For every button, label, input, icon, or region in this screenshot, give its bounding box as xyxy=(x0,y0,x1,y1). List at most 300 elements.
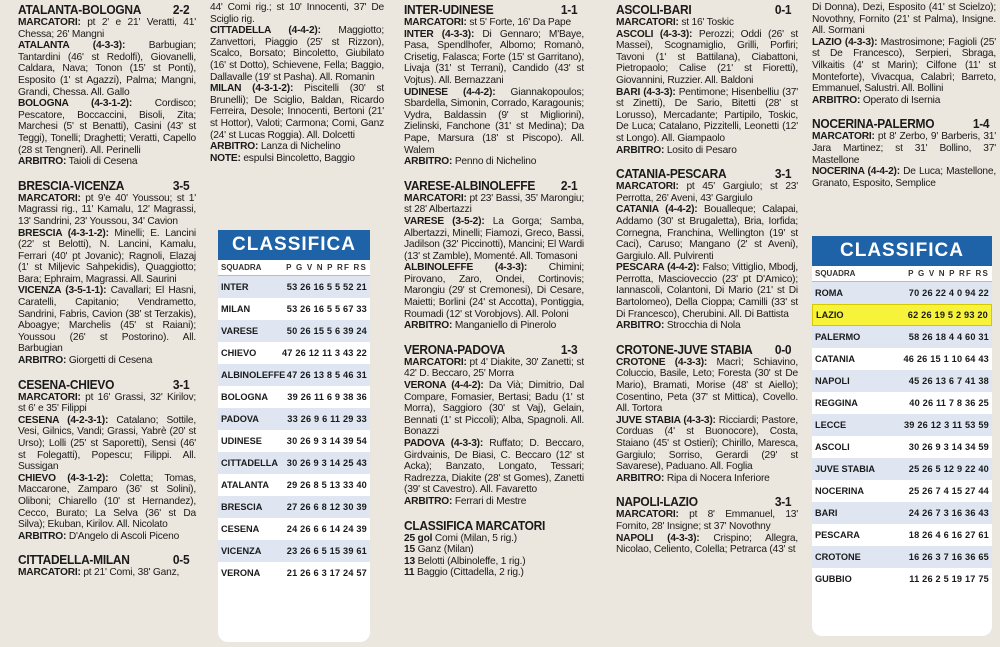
report-label: ARBITRO: xyxy=(18,355,67,367)
report-label: MARCATORI: xyxy=(18,17,81,28)
report-label: CROTONE (4-3-3): xyxy=(616,356,708,368)
report-label: ASCOLI (4-3-3): xyxy=(616,28,693,40)
report-line xyxy=(616,533,798,556)
match-title: INTER-UDINESE xyxy=(404,2,494,17)
scorers-title: CLASSIFICA MARCATORI xyxy=(404,517,546,533)
report-text: Ganz (Milan) xyxy=(414,544,474,556)
report-text: Giorgetti di Cesena xyxy=(66,355,153,367)
report-label: VERONA (4-4-2): xyxy=(404,380,484,392)
report-text: Chimini; Pirovano, Zaro, Ondei, Cortinovis; Marongiu (29' st Cremonesi), Di Cesare, Maietti; Borlini (24' st Accotta), Pontiggia, Roumadi (12' st Vorobjovs). All. Poloni xyxy=(404,262,584,320)
report-line xyxy=(812,37,996,95)
report-label: MARCATORI: xyxy=(404,356,467,368)
report-line xyxy=(404,438,584,496)
report-label: MARCATORI: xyxy=(18,192,81,204)
report-label: ARBITRO: xyxy=(812,94,861,106)
report-text: Ruffato; D. Beccaro, Girdvainis, De Biasi, C. Beccaro (12' st Acka); Banzato, Longato, Tessari; Radrezza, Diakite (28' st Gomes), Zanetti (39' st Cavestro). All. Favaretto xyxy=(404,438,584,496)
report-label: MARCATORI: xyxy=(616,509,679,521)
report-text: Di Gennaro; M'Baye, Pasa, Spendlhofer, Albomo; Romanò, Crisetig, Falasca; Forte (15' st Garritano), Livaja (31' st Terrani), Candido (43' st Vojtus). All. Bernazzani xyxy=(404,28,584,86)
standings-row xyxy=(812,304,992,326)
report-line xyxy=(404,544,584,556)
team-name: JUVE STABIA xyxy=(815,464,876,474)
standings-row xyxy=(812,326,992,348)
match-score: 2-2 xyxy=(172,2,190,17)
team-stats: 47 26 12 11 3 43 22 xyxy=(281,348,367,358)
report-line xyxy=(616,473,798,485)
report-line xyxy=(404,87,584,157)
standings-row xyxy=(218,342,370,364)
report-line xyxy=(616,262,798,320)
report-line xyxy=(616,509,798,532)
team-stats: 11 26 2 5 19 17 75 xyxy=(909,574,989,584)
report-label: 15 xyxy=(404,544,415,556)
report-text: Macrì; Schiavino, Coluccio, Basile, Leto; Foresta (30' st De Mario), Bramati, Morise (48' st Aiello); Cosentino, Peta (37' st Mittica), Covello. All. Tortora xyxy=(616,356,798,415)
team-name: CHIEVO xyxy=(221,348,257,358)
match-score: 0-5 xyxy=(172,552,190,568)
report-line xyxy=(18,17,196,40)
report-label: ARBITRO: xyxy=(210,141,259,153)
match-report xyxy=(616,166,798,332)
report-label: BRESCIA (4-3-1-2): xyxy=(18,227,109,239)
match-title: CROTONE-JUVE STABIA xyxy=(616,341,753,357)
team-name: NAPOLI xyxy=(815,376,850,386)
report-text: Cordisco; Pescatore, Boccaccini, Bisoli, Zita; Marchesi (5' st Benatti), Casini (43' st Teggi), Tonelli; Draghetti; Veratti, Capello (28 st Tengneri). All. Perinelli xyxy=(18,98,197,156)
report-continuation xyxy=(812,2,996,106)
standings-header: SQUADRA P G V N P RF RS xyxy=(812,266,992,282)
team-stats: 45 26 13 6 7 41 38 xyxy=(908,376,989,386)
standings-row xyxy=(218,320,370,342)
report-line xyxy=(18,285,196,355)
team-stats: 58 26 18 4 4 60 31 xyxy=(908,332,989,342)
report-line xyxy=(812,166,996,189)
report-text: Boualleque; Calapai, Addamo (30' st Brugaletta), Bria, Iorfida; Cornegna, Franchina, Wellington (19' st Caci), Caruso; Mangano (2' st Aveni), Gargiulo. All. Pulvirenti xyxy=(616,204,798,262)
match-title: CITTADELLA-MILAN xyxy=(18,552,130,568)
report-label: CHIEVO (4-3-1-2): xyxy=(18,472,109,484)
report-label: NOCERINA (4-4-2): xyxy=(812,166,900,178)
standings-row xyxy=(218,276,370,298)
team-stats: 33 26 9 6 11 29 33 xyxy=(287,414,367,424)
match-report xyxy=(616,494,798,555)
match-title: ATALANTA-BOLOGNA xyxy=(18,2,142,17)
match-header xyxy=(18,552,195,567)
team-name: PALERMO xyxy=(815,332,861,342)
match-report xyxy=(18,2,196,168)
report-text: D'Angelo di Ascoli Piceno xyxy=(66,530,180,542)
report-label: MARCATORI: xyxy=(404,192,467,204)
report-text: La Gorga; Samba, Albertazzi, Minelli; Fiamozi, Greco, Bassi, Jadilson (32' Piccinotti), Mancini; El Wardi (13' st Zamble), Momenté. All. Tomasoni xyxy=(404,215,584,262)
report-text: De Luca; Mastellone, Granato, Esposito, Semplice xyxy=(812,166,996,189)
report-line xyxy=(616,320,798,332)
team-name: INTER xyxy=(221,282,249,292)
team-name: NOCERINA xyxy=(815,486,865,496)
standings-row xyxy=(218,452,370,474)
report-text: Perozzi; Oddi (26' st Massei), Scognamiglio, Grilli, Porfiri; Tavoni (1' st Battilana), Ciabattoni, Pietropaolo; Calise (21' st Fioretti), Giovannini, Ruzzier. All. Baldoni xyxy=(616,28,799,86)
report-line xyxy=(18,392,196,415)
report-line xyxy=(18,228,196,286)
report-label: ARBITRO: xyxy=(616,320,665,332)
report-label: MARCATORI: xyxy=(18,567,81,579)
team-stats: 47 26 13 8 5 46 31 xyxy=(286,370,367,380)
team-stats: 24 26 7 3 16 36 43 xyxy=(908,508,989,518)
report-line xyxy=(404,17,584,29)
standings-row xyxy=(812,524,992,546)
team-stats: 23 26 6 5 15 39 61 xyxy=(286,546,367,556)
match-header xyxy=(18,178,195,193)
report-text: Lanza di Nichelino xyxy=(258,141,341,153)
report-text: Barbugian; Tantardini (46' st Redolfi), Giovanelli, Caldara, Nava; Tonon (15' st Ponti), Esposito (1' st Agazzi), Palma; Mangni, Grandi, Chessa. All. Gallo xyxy=(18,40,196,98)
report-text: 44' Comi rig.; st 10' Innocenti, 37' De Sciglio rig. xyxy=(210,2,384,25)
team-stats: 62 26 19 5 2 93 20 xyxy=(907,310,988,320)
column-1 xyxy=(14,0,200,647)
report-line xyxy=(404,156,584,168)
team-name: VICENZA xyxy=(221,546,262,556)
standings-row xyxy=(812,370,992,392)
match-title: VERONA-PADOVA xyxy=(404,341,505,357)
report-line xyxy=(616,87,798,145)
match-header xyxy=(616,2,797,17)
match-score: 3-1 xyxy=(774,166,792,182)
report-text: Comi (Milan, 5 rig.) xyxy=(432,532,517,544)
standings-row xyxy=(812,436,992,458)
match-score: 1-4 xyxy=(972,116,990,132)
report-label: ARBITRO: xyxy=(404,156,453,168)
report-label: MARCATORI: xyxy=(812,131,875,143)
report-text: Ricciardi; Pastore, Corduas (4' st Buonocore), Costa, Staiano (45' st Ostieri); Chirillo, Maresca, Gargiulo; Sorriso, Gerardi (29' st Savarese), Paduano. All. Foglia xyxy=(616,414,798,473)
report-text: Giannakopoulos; Sbardella, Simonin, Corrado, Karagounis; Vydra, Baldassin (9' st Migliorini), Zielinski, Fanchone (31' st Medina); Da Pape, Marsura (18' st Piscopo). All. Walem xyxy=(404,86,585,156)
standings-rows xyxy=(812,282,992,590)
report-text: Catalano; Sottile, Vesi, Gilnics, Vandi; Grassi, Yabrè (20' st Urso); Lolli (25' st Saporetti), Sensi (46' st Folegatti), Popescu; Filippi. All. Sussigan xyxy=(18,414,197,473)
standings-row xyxy=(218,364,370,386)
standings-row xyxy=(218,386,370,408)
report-line xyxy=(18,567,196,579)
team-stats: 21 26 6 3 17 24 57 xyxy=(286,568,367,578)
match-header xyxy=(812,116,995,131)
report-line xyxy=(404,556,584,568)
report-text: Cavallari; El Hasni, Caratelli, Capitanio; Vendrametto, Sandrini, Fabris, Cavion (38' st Terzakis), Aboagye; Marchelis (45' st Raiani); Youssou (26' st Postorino). All. Barbugian xyxy=(18,285,196,355)
report-label: ARBITRO: xyxy=(616,472,665,484)
match-header xyxy=(404,2,583,17)
report-line xyxy=(18,40,196,98)
standings-row xyxy=(812,414,992,436)
team-stats: 39 26 11 6 9 38 36 xyxy=(287,392,367,402)
team-stats: 40 26 11 7 8 36 25 xyxy=(909,398,989,408)
report-text: Da Vià; Dimitrio, Dal Compare, Fomasier, Bertasi; Badu (1' st Morra), Saggioro (30' st Vaj), Gelain, Bennati (1' st Piccoli); Alba, Spagnoli. All. Bonazzi xyxy=(404,380,584,438)
match-header xyxy=(18,2,195,17)
standings-row xyxy=(218,496,370,518)
report-line xyxy=(812,2,996,37)
report-label: CATANIA (4-4-2): xyxy=(616,204,698,216)
match-score: 3-5 xyxy=(172,177,190,193)
report-text: Belotti (Albinoleffe, 1 rig.) xyxy=(414,555,526,567)
team-name: ALBINOLEFFE xyxy=(221,370,286,380)
team-stats: 30 26 9 3 14 39 54 xyxy=(286,436,367,446)
report-label: BOLOGNA (4-3-1-2): xyxy=(18,98,133,110)
team-name: CESENA xyxy=(221,524,260,534)
match-report xyxy=(18,552,196,579)
report-text: Strocchia di Nola xyxy=(664,320,741,332)
match-score: 2-1 xyxy=(560,177,578,193)
team-stats: 16 26 3 7 16 36 65 xyxy=(908,552,989,562)
report-text: Taioli di Cesena xyxy=(66,156,138,168)
report-line xyxy=(18,473,196,531)
report-text: Pentimone; Hisenbelliu (37' st Zinetti), De Sario, Bitetti (28' st Lorusso), Mercadante; Partipilo, Toskic, De Luca; Catalano, Pizzitelli, Leonetti (12' st Longo). All. Giampaolo xyxy=(616,86,798,144)
report-label: PESCARA (4-4-2): xyxy=(616,262,700,274)
report-text: pt 21' Comi, 38' Ganz, xyxy=(80,567,180,579)
report-line xyxy=(616,204,798,262)
team-stats: 39 26 12 3 11 53 59 xyxy=(903,420,989,430)
standings-rows xyxy=(218,276,370,584)
report-label: ARBITRO: xyxy=(18,530,67,542)
standings-row xyxy=(812,282,992,304)
report-line xyxy=(812,95,996,107)
match-score: 1-1 xyxy=(560,2,578,17)
match-report xyxy=(404,178,584,332)
report-line xyxy=(404,320,584,332)
match-header xyxy=(18,377,195,392)
report-line xyxy=(18,531,196,543)
standings-row xyxy=(812,348,992,370)
report-label: JUVE STABIA (4-3-3): xyxy=(616,414,716,426)
report-line xyxy=(210,2,384,25)
team-name: MILAN xyxy=(221,304,251,314)
match-report xyxy=(812,116,996,189)
report-line xyxy=(404,193,584,216)
report-text: Ferrari di Mestre xyxy=(452,495,527,507)
report-label: MARCATORI: xyxy=(616,181,679,193)
team-name: CROTONE xyxy=(815,552,861,562)
match-report xyxy=(616,2,798,156)
match-header xyxy=(616,342,797,357)
match-score: 3-1 xyxy=(774,494,792,510)
match-report xyxy=(18,377,196,543)
standings-row xyxy=(218,518,370,540)
report-label: MARCATORI: xyxy=(616,17,679,28)
standings-row xyxy=(812,458,992,480)
match-report xyxy=(404,342,584,508)
report-line xyxy=(616,181,798,204)
match-report xyxy=(616,342,798,485)
standings-row xyxy=(218,408,370,430)
team-name: ATALANTA xyxy=(221,480,269,490)
report-text: pt 2' e 21' Veratti, 41' Chessa; 26' Mangni xyxy=(18,17,196,40)
standings-row xyxy=(218,562,370,584)
team-name: BARI xyxy=(815,508,838,518)
report-label: ARBITRO: xyxy=(404,495,453,507)
report-text: espulsi Bincoletto, Baggio xyxy=(240,152,355,164)
team-name: ASCOLI xyxy=(815,442,850,452)
report-label: LAZIO (4-3-3): xyxy=(812,36,878,48)
match-header xyxy=(616,166,797,181)
report-text: Manganiello di Pinerolo xyxy=(452,320,557,332)
team-name: GUBBIO xyxy=(815,574,852,584)
report-text: Crispino; Allegra, Nicolao, Celiento, Colella; Petrarca (43' st xyxy=(616,532,799,556)
team-stats: 29 26 8 5 13 33 40 xyxy=(286,480,367,490)
match-score: 3-1 xyxy=(172,376,190,392)
standings-row xyxy=(218,540,370,562)
scorers-box xyxy=(404,518,584,579)
report-label: BARI (4-3-3): xyxy=(616,86,676,98)
standings-title: CLASSIFICA xyxy=(218,230,370,260)
match-report xyxy=(18,178,196,367)
report-line xyxy=(18,156,196,168)
report-text: Coletta; Tomas, Maccarone, Zamparo (36' st Solini), Oliboni; Chiarello (10' st Hernandez), Cecco, Burato; La Selva (36' st Da Silva); Ekuban, Kirilov. All. Nicolato xyxy=(18,472,196,531)
report-line xyxy=(210,83,384,141)
team-name: ROMA xyxy=(815,288,844,298)
team-name: UDINESE xyxy=(221,436,262,446)
match-score: 0-0 xyxy=(774,341,792,357)
report-line xyxy=(210,141,384,153)
standings-table-primavera xyxy=(218,230,370,642)
report-text: st 16' Toskic xyxy=(678,17,734,28)
team-stats: 27 26 6 8 12 30 39 xyxy=(286,502,367,512)
report-label: 11 xyxy=(404,567,415,579)
report-line xyxy=(18,415,196,473)
match-report xyxy=(404,2,584,168)
standings-header: SQUADRA P G V N P RF RS xyxy=(218,260,370,276)
match-title: BRESCIA-VICENZA xyxy=(18,177,125,193)
report-label: ATALANTA (4-3-3): xyxy=(18,40,126,52)
report-label: CITTADELLA (4-4-2): xyxy=(210,25,321,37)
report-text: pt 23' Bassi, 35' Marongiu; st 28' Albertazzi xyxy=(404,192,584,216)
standings-row xyxy=(218,298,370,320)
team-stats: 25 26 7 4 15 27 44 xyxy=(908,486,989,496)
column-3 xyxy=(400,0,588,647)
report-text: pt 45' Gargiulo; st 23' Perrotta, 26' Aveni, 43' Gargiulo xyxy=(616,181,798,204)
team-name: VERONA xyxy=(221,568,261,578)
report-label: ARBITRO: xyxy=(18,156,67,168)
report-label: ALBINOLEFFE (4-3-3): xyxy=(404,262,528,274)
report-text: Losito di Pesaro xyxy=(664,144,737,156)
match-title: CESENA-CHIEVO xyxy=(18,376,115,392)
report-label: CESENA (4-2-3-1): xyxy=(18,414,109,426)
report-text: pt 4' Diakite, 30' Zanetti; st 42' D. Beccaro, 25' Morra xyxy=(404,356,584,380)
report-label: 13 xyxy=(404,555,415,567)
report-line xyxy=(616,415,798,473)
team-name: PESCARA xyxy=(815,530,860,540)
report-label: PADOVA (4-3-3): xyxy=(404,438,484,449)
report-text: pt 16' Grassi, 32' Kirilov; st 6' e 35' Filippi xyxy=(18,391,196,415)
report-text: pt 9'e 40' Youssou; st 1' Magrassi rig., 11' Kamalu, 12' Magrassi, 13' Sandrini, 23' Youssou, 34' Cavion xyxy=(18,192,196,227)
report-line xyxy=(404,533,584,545)
standings-row xyxy=(812,568,992,590)
report-text: Penno di Nichelino xyxy=(452,156,537,168)
standings-row xyxy=(812,392,992,414)
report-text: Mastrosimone; Fagioli (25' st De Francesco), Serpieri, Sbraga, Vilkaitis (4' st Marin); Cilfone (11' st Monteforte), Vivacqua, Calabrì; Barreto, Emmanuel, Salustri. All. Bollini xyxy=(812,36,996,95)
report-label: NAPOLI (4-3-3): xyxy=(616,532,700,544)
report-label: VICENZA (3-5-1-1): xyxy=(18,285,107,297)
report-text: st 5' Forte, 16' Da Pape xyxy=(466,17,571,28)
team-name: CATANIA xyxy=(815,354,855,364)
column-4 xyxy=(612,0,802,647)
team-stats: 53 26 16 5 5 52 21 xyxy=(286,282,367,292)
match-title: CATANIA-PESCARA xyxy=(616,166,727,182)
team-stats: 53 26 16 5 5 67 33 xyxy=(286,304,367,314)
report-text: Maggiotto; Zanvettori, Piaggio (25' st Rizzon), Scalco, Borsato; Bincoletto, Giubilato (16' st Dotto), Schievene, Fella; Baggio, Dallavalle (19' st Pasha). All. Romanin xyxy=(210,25,384,83)
report-line xyxy=(812,131,996,166)
match-score: 1-3 xyxy=(560,341,578,357)
report-line xyxy=(18,355,196,367)
report-text: Ripa di Nocera Inferiore xyxy=(664,472,770,484)
report-line xyxy=(404,567,584,579)
match-title: NAPOLI-LAZIO xyxy=(616,494,698,510)
report-line xyxy=(404,496,584,508)
report-text: Operato di Isernia xyxy=(860,94,941,106)
report-text: Di Donna), Dezi, Esposito (41' st Scielzo); Novothny, Fornito (21' st Palma), Insigne. All. Sormani xyxy=(812,2,996,37)
report-label: MARCATORI: xyxy=(18,391,81,403)
match-header xyxy=(404,178,583,193)
report-line xyxy=(18,193,196,228)
team-name: CITTADELLA xyxy=(221,458,278,468)
report-line xyxy=(616,17,798,29)
report-line xyxy=(404,262,584,320)
report-label: ARBITRO: xyxy=(404,320,453,332)
team-stats: 24 26 6 6 14 24 39 xyxy=(286,524,367,534)
report-line xyxy=(210,153,384,165)
report-line xyxy=(404,380,584,438)
report-text: Falso; Vittiglio, Mbodj, Perrotta, Mascioveccio (23' pt D'Amico); Iannascoli, Colantoni, Di Mario (21' st Di Bartolomeo), Della Cioppa; Camilli (33' st Di Francesco), Cherubini. All. Di Battista xyxy=(616,262,798,320)
report-label: MILAN (4-3-1-2): xyxy=(210,83,294,95)
report-text: Piscitelli (30' st Brunelli); De Sciglio, Baldan, Ricardo Ferreira, Desole; Innocenti, Bertoni (21' st Hottor), Valoti; Carmona; Comi, Ganz (24' st Lucas Roggia). All. Dolcetti xyxy=(210,83,384,141)
match-title: NOCERINA-PALERMO xyxy=(812,116,935,132)
match-title: VARESE-ALBINOLEFFE xyxy=(404,177,536,193)
report-text: Baggio (Cittadella, 2 rig.) xyxy=(414,567,524,579)
report-label: VARESE (3-5-2): xyxy=(404,215,485,227)
report-label: NOTE: xyxy=(210,152,241,164)
team-name: LAZIO xyxy=(816,310,844,320)
team-name: BRESCIA xyxy=(221,502,263,512)
report-text: pt 8' Emmanuel, 13' Fornito, 28' Insigne; st 37' Novothny xyxy=(616,509,798,532)
standings-row xyxy=(812,480,992,502)
standings-row xyxy=(812,546,992,568)
team-stats: 46 26 15 1 10 64 43 xyxy=(903,354,989,364)
team-stats: 70 26 22 4 0 94 22 xyxy=(908,288,989,298)
team-name: REGGINA xyxy=(815,398,858,408)
match-header xyxy=(404,342,583,357)
team-name: PADOVA xyxy=(221,414,259,424)
report-line xyxy=(210,25,384,83)
report-text: Minelli; E. Lancini (22' st Belotti), N. Lancini, Kamalu, Ferrari (40' pt Jovanic); Ragnoli, Elazaj (1' st Miljevic Sahpekidis), Quaggiotto; Bara; Ephraim, Magrassi. All. Saurini xyxy=(18,227,196,285)
team-name: VARESE xyxy=(221,326,259,336)
standings-row xyxy=(812,502,992,524)
team-stats: 30 26 9 3 14 34 59 xyxy=(908,442,989,452)
match-header xyxy=(616,494,797,509)
report-line xyxy=(404,357,584,380)
team-name: BOLOGNA xyxy=(221,392,268,402)
team-stats: 18 26 4 6 16 27 61 xyxy=(908,530,989,540)
standings-title: CLASSIFICA xyxy=(812,236,992,266)
standings-table-group-b xyxy=(812,236,992,636)
match-score: 0-1 xyxy=(774,2,792,17)
report-line xyxy=(404,216,584,262)
report-label: UDINESE (4-4-2): xyxy=(404,86,496,98)
report-label: 25 gol xyxy=(404,532,433,544)
standings-row xyxy=(218,430,370,452)
report-line xyxy=(18,98,196,156)
match-title: ASCOLI-BARI xyxy=(616,2,692,17)
report-label: INTER (4-3-3): xyxy=(404,28,475,40)
report-line xyxy=(616,29,798,87)
report-label: ARBITRO: xyxy=(616,144,665,156)
standings-row xyxy=(218,474,370,496)
team-stats: 25 26 5 12 9 22 40 xyxy=(908,464,989,474)
report-label: MARCATORI: xyxy=(404,17,467,28)
report-line xyxy=(404,29,584,87)
report-line xyxy=(616,357,798,415)
report-line xyxy=(616,145,798,157)
team-stats: 50 26 15 5 6 39 24 xyxy=(286,326,367,336)
team-name: LECCE xyxy=(815,420,847,430)
report-text: pt 8' Zerbo, 9' Barberis, 31' Jara Martinez; st 31' Bollino, 37' Mastellone xyxy=(812,131,996,166)
team-stats: 30 26 9 3 14 25 43 xyxy=(286,458,367,468)
